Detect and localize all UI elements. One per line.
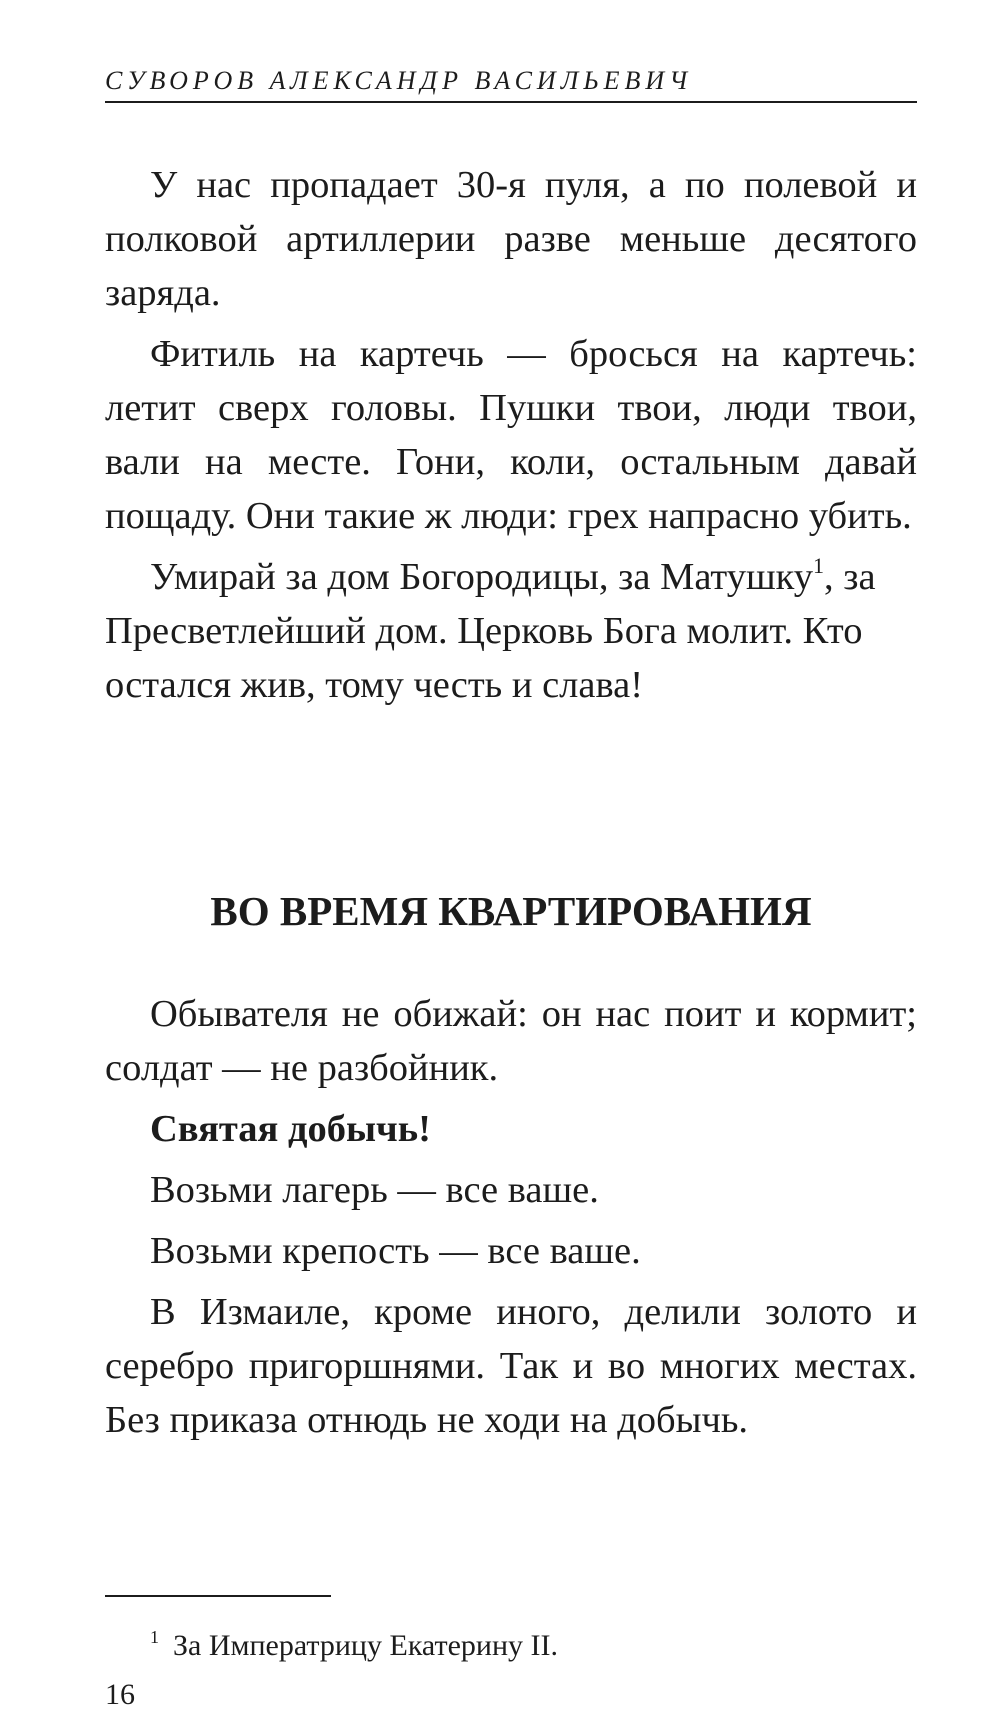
section-paragraph-3: Возьми лагерь — все ваше. xyxy=(150,1169,599,1211)
body-text xyxy=(105,158,917,719)
footnote-mark: 1 xyxy=(150,1627,159,1647)
running-head-rule xyxy=(105,101,917,103)
paragraph-2: Фитиль на картечь — бросься на картечь: летит сверх головы. Пушки твои, люди твои, вали на месте. Гони, коли, остальным давай пощаду. Они такие ж люди: грех напрасно убить. xyxy=(105,333,917,537)
footnote-text: За Императрицу Екатерину II. xyxy=(173,1629,558,1662)
paragraph-3-start: Умирай за дом Богородицы, за Матушку xyxy=(150,556,814,598)
section-body xyxy=(105,987,917,1454)
footnote-rule xyxy=(105,1595,331,1597)
section-paragraph-5: В Измаиле, кроме иного, делили золото и серебро пригоршнями. Так и во многих местах. Без приказа отнюдь не ходи на добычь. xyxy=(105,1291,917,1441)
section-paragraph-bold: Святая добычь! xyxy=(150,1108,431,1150)
running-head: СУВОРОВ АЛЕКСАНДР ВАСИЛЬЕВИЧ xyxy=(105,66,693,95)
paragraph-3 xyxy=(105,550,917,712)
section-paragraph-1: Обывателя не обижай: он нас поит и кормит; солдат — не разбойник. xyxy=(105,993,917,1089)
paragraph-1: У нас пропадает 30-я пуля, а по полевой и полковой артиллерии разве меньше десятого заряда. xyxy=(105,164,917,314)
footnote-reference[interactable]: 1 xyxy=(813,553,825,578)
section-paragraph-4: Возьми крепость — все ваше. xyxy=(150,1230,641,1272)
page-number: 16 xyxy=(105,1678,135,1711)
paragraph-3-end: , за Пресветлейший дом. Церковь Бога молит. Кто остался жив, тому честь и слава! xyxy=(105,556,876,706)
footnote xyxy=(150,1618,910,1665)
section-heading: ВО ВРЕМЯ КВАРТИРОВАНИЯ xyxy=(210,888,812,934)
